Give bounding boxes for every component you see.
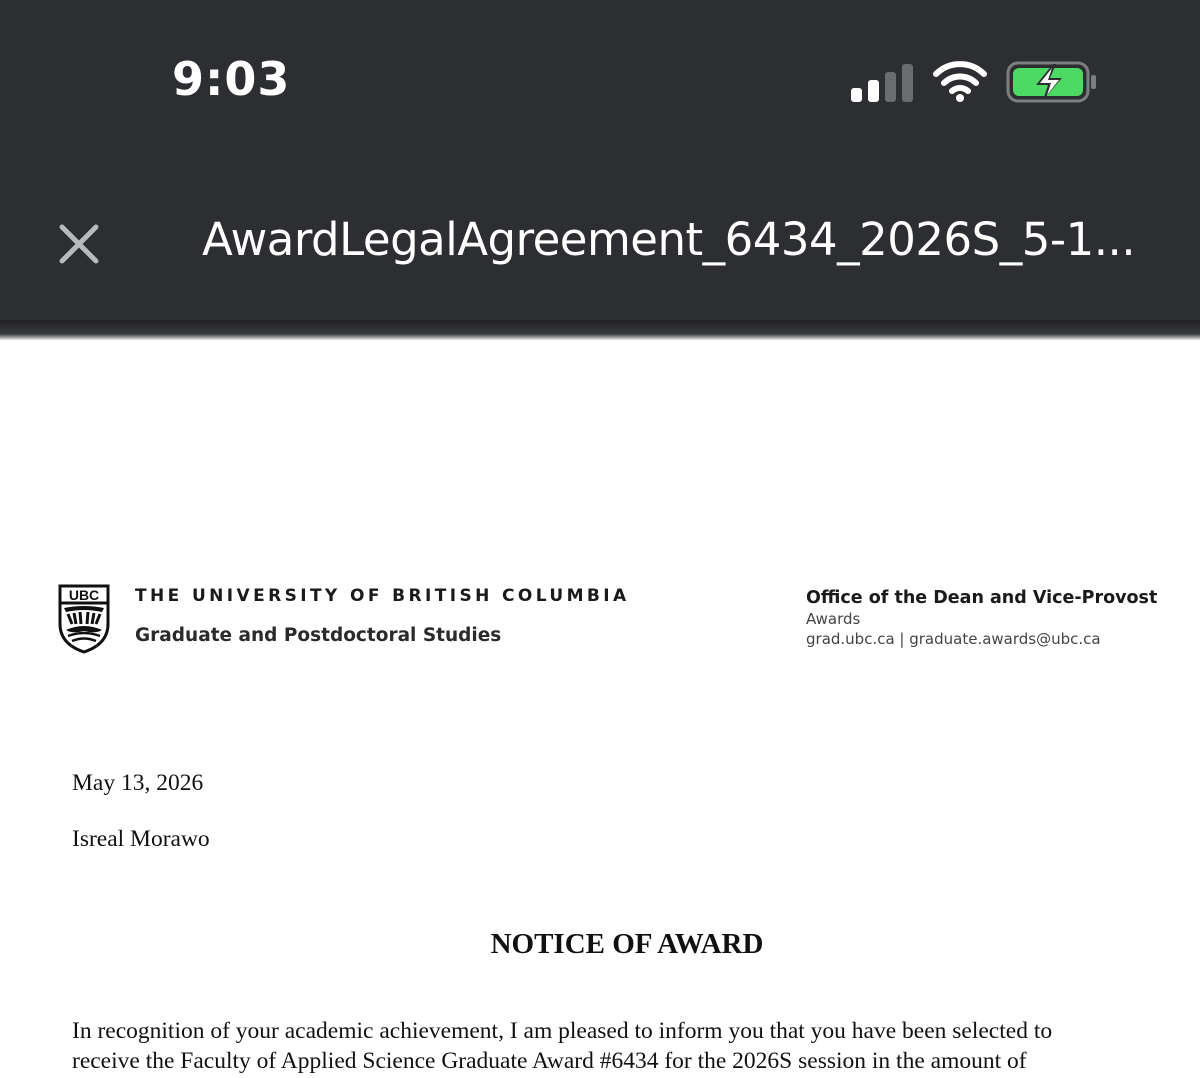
close-button[interactable]: [50, 215, 108, 273]
status-time: 9:03: [172, 52, 291, 106]
office-unit: Awards: [806, 610, 861, 628]
document-page[interactable]: [0, 340, 1200, 1078]
wifi-icon: [932, 60, 988, 102]
department-name: Graduate and Postdoctoral Studies: [135, 625, 502, 646]
document-title: AwardLegalAgreement_6434_2026S_5-1...: [202, 213, 1136, 266]
close-icon: [59, 224, 99, 264]
cellular-signal-icon: [851, 62, 913, 102]
battery-charging-icon: [1006, 60, 1098, 104]
toolbar-divider: [0, 320, 1200, 340]
letter-body: [72, 1016, 1052, 1076]
letter-date: May 13, 2026: [72, 770, 204, 796]
viewer-chrome: [0, 0, 1200, 320]
office-contact: grad.ubc.ca | graduate.awards@ubc.ca: [806, 630, 1101, 648]
recipient-name: Isreal Morawo: [72, 826, 210, 852]
body-line: receive the Faculty of Applied Science Graduate Award #6434 for the 2026S session in the amount of: [72, 1048, 1027, 1074]
office-block: [806, 588, 1157, 648]
ubc-crest-logo: [58, 584, 110, 654]
notice-heading: NOTICE OF AWARD: [490, 928, 764, 960]
office-title: Office of the Dean and Vice-Provost: [806, 588, 1158, 608]
university-name: THE UNIVERSITY OF BRITISH COLUMBIA: [135, 586, 630, 606]
logo-text: UBC: [68, 587, 100, 603]
body-line: In recognition of your academic achievement, I am pleased to inform you that you have been selected to: [72, 1018, 1053, 1044]
